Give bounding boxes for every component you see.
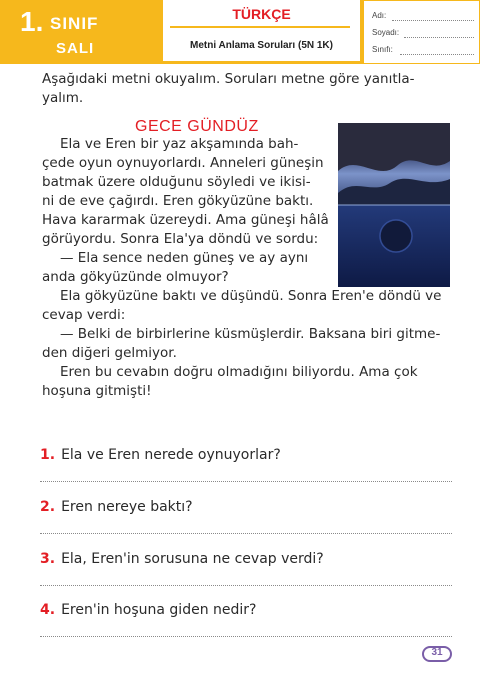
story-line: ni de eve çağırdı. Eren gökyüzüne baktı. bbox=[42, 193, 314, 209]
story-line: anda gökyüzünde olmuyor? bbox=[42, 269, 229, 285]
story-text bbox=[42, 135, 462, 435]
class-label: Sınıfı: bbox=[372, 45, 393, 54]
instruction-line: yalım. bbox=[42, 90, 84, 106]
story-line: Eren bu cevabın doğru olmadığını biliyordu. Ama çok bbox=[60, 364, 418, 380]
answer-line-3[interactable] bbox=[40, 585, 452, 586]
instruction bbox=[42, 70, 462, 108]
worksheet-title: Metni Anlama Soruları (5N 1K) bbox=[190, 40, 333, 51]
class-field[interactable] bbox=[400, 54, 474, 55]
name-field[interactable] bbox=[392, 20, 474, 21]
page-number: 31 bbox=[431, 647, 443, 658]
story-line: batmak üzere olduğunu söyledi ve ikisi- bbox=[42, 174, 311, 190]
answer-line-4[interactable] bbox=[40, 636, 452, 637]
question-number: 3. bbox=[40, 551, 56, 567]
grade-label: SINIF bbox=[50, 14, 99, 33]
subject-header bbox=[160, 0, 360, 64]
story-line: den diğeri gelmiyor. bbox=[42, 345, 177, 361]
question-text: Ela ve Eren nerede oynuyorlar? bbox=[61, 447, 281, 463]
surname-field[interactable] bbox=[404, 37, 474, 38]
story-line: çede oyun oynuyorlardı. Anneleri güneşin bbox=[42, 155, 324, 171]
story-line: Ela gökyüzüne baktı ve düşündü. Sonra Eren'e döndü ve bbox=[60, 288, 442, 304]
story-line: — Ela sence neden güneş ve ay aynı bbox=[60, 250, 309, 266]
question-text: Eren nereye baktı? bbox=[61, 499, 193, 515]
story-line: görüyordu. Sonra Ela'ya döndü ve sordu: bbox=[42, 231, 319, 247]
story-line: hoşuna gitmişti! bbox=[42, 383, 152, 399]
question-1 bbox=[40, 447, 281, 463]
question-2 bbox=[40, 499, 193, 515]
subject-title: TÜRKÇE bbox=[232, 6, 291, 22]
story-title: GECE GÜNDÜZ bbox=[135, 118, 259, 135]
answer-line-1[interactable] bbox=[40, 481, 452, 482]
question-text: Ela, Eren'in sorusuna ne cevap verdi? bbox=[61, 551, 324, 567]
grade-banner bbox=[0, 0, 160, 64]
grade-number: 1. bbox=[20, 6, 44, 37]
answer-line-2[interactable] bbox=[40, 533, 452, 534]
question-text: Eren'in hoşuna giden nedir? bbox=[61, 602, 257, 618]
page-number-badge bbox=[422, 646, 452, 662]
story-line: Hava kararmak üzereydi. Ama güneşi hâlâ bbox=[42, 212, 329, 228]
question-number: 4. bbox=[40, 602, 56, 618]
question-number: 1. bbox=[40, 447, 56, 463]
question-4 bbox=[40, 602, 256, 618]
story-line: cevap verdi: bbox=[42, 307, 126, 323]
name-label: Adı: bbox=[372, 11, 387, 20]
student-info-box bbox=[360, 0, 480, 64]
story-line: Ela ve Eren bir yaz akşamında bah- bbox=[60, 136, 299, 152]
instruction-line: Aşağıdaki metni okuyalım. Soruları metne göre yanıtla- bbox=[42, 71, 415, 87]
day-label: SALI bbox=[56, 40, 95, 57]
question-3 bbox=[40, 551, 324, 567]
story-line: — Belki de birbirlerine küsmüşlerdir. Baksana biri gitme- bbox=[60, 326, 441, 342]
question-number: 2. bbox=[40, 499, 56, 515]
surname-label: Soyadı: bbox=[372, 28, 400, 37]
header-divider bbox=[170, 26, 350, 28]
